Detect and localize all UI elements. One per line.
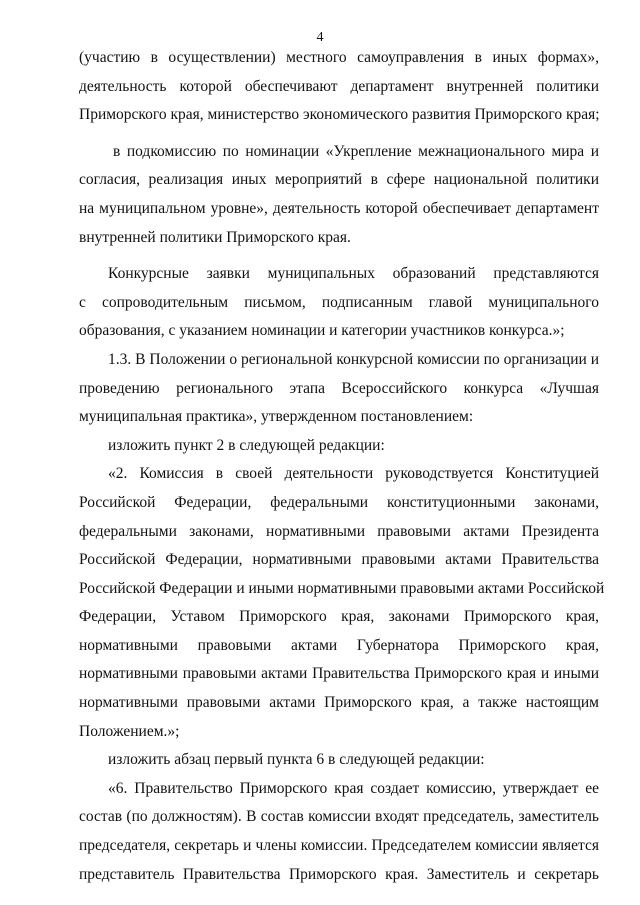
text-line: федеральными законами, нормативными правовыми актами Президента — [79, 522, 599, 540]
text-line: в подкомиссию по номинации «Укрепление межнационального мира и — [113, 142, 599, 160]
text-line: деятельность которой обеспечивают департамент внутренней политики — [79, 77, 599, 95]
text-line: нормативными правовыми актами Правительства Приморского края и иными — [79, 665, 599, 683]
text-line: «6. Правительство Приморского края создает комиссию, утверждает ее — [108, 779, 599, 797]
text-line: председателя, секретарь и члены комиссии. Председателем комиссии является — [79, 837, 599, 855]
text-line: (участию в осуществлении) местного самоуправления в иных формах», — [79, 49, 599, 66]
text-line: изложить абзац первый пункта 6 в следующей редакции: — [108, 751, 485, 769]
text-line: образования, с указанием номинации и категории участников конкурса.»; — [79, 322, 565, 340]
text-line: представитель Правительства Приморского края. Заместитель и секретарь — [79, 865, 599, 883]
text-line: на муниципальном уровне», деятельность которой обеспечивает департамент — [79, 199, 599, 217]
text-line: Федерации, Уставом Приморского края, законами Приморского края, — [79, 608, 599, 626]
text-line: муниципальная практика», утвержденном постановлением: — [79, 408, 474, 426]
text-line: Российской Федерации и иными нормативными правовыми актами Российской — [79, 579, 605, 597]
text-line: внутренней политики Приморского края. — [79, 228, 351, 246]
text-line: с сопроводительным письмом, подписанным главой муниципального — [79, 293, 599, 311]
text-line: Российской Федерации, федеральными конституционными законами, — [79, 493, 599, 511]
text-line: согласия, реализация иных мероприятий в сфере национальной политики — [79, 171, 599, 189]
text-line: Приморского края, министерство экономического развития Приморского края; — [79, 106, 600, 124]
document-body — [79, 44, 605, 889]
text-line: 1.3. В Положении о региональной конкурсной комиссии по организации и — [108, 350, 599, 368]
text-line: Положением.»; — [79, 722, 180, 740]
text-line: проведению регионального этапа Всероссийского конкурса «Лучшая — [79, 379, 599, 397]
text-line: состав (по должностям). В состав комиссии входят председатель, заместитель — [79, 808, 599, 826]
text-line: нормативными правовыми актами Губернатора Приморского края, — [79, 636, 599, 654]
text-line: Конкурсные заявки муниципальных образований представляются — [108, 265, 599, 283]
text-line: нормативными правовыми актами Приморского края, а также настоящим — [79, 694, 599, 712]
text-line: Российской Федерации, нормативными правовыми актами Правительства — [79, 551, 599, 569]
text-line: изложить пункт 2 в следующей редакции: — [108, 436, 385, 454]
text-line: «2. Комиссия в своей деятельности руководствуется Конституцией — [108, 465, 599, 483]
page-number: 4 — [316, 30, 324, 45]
